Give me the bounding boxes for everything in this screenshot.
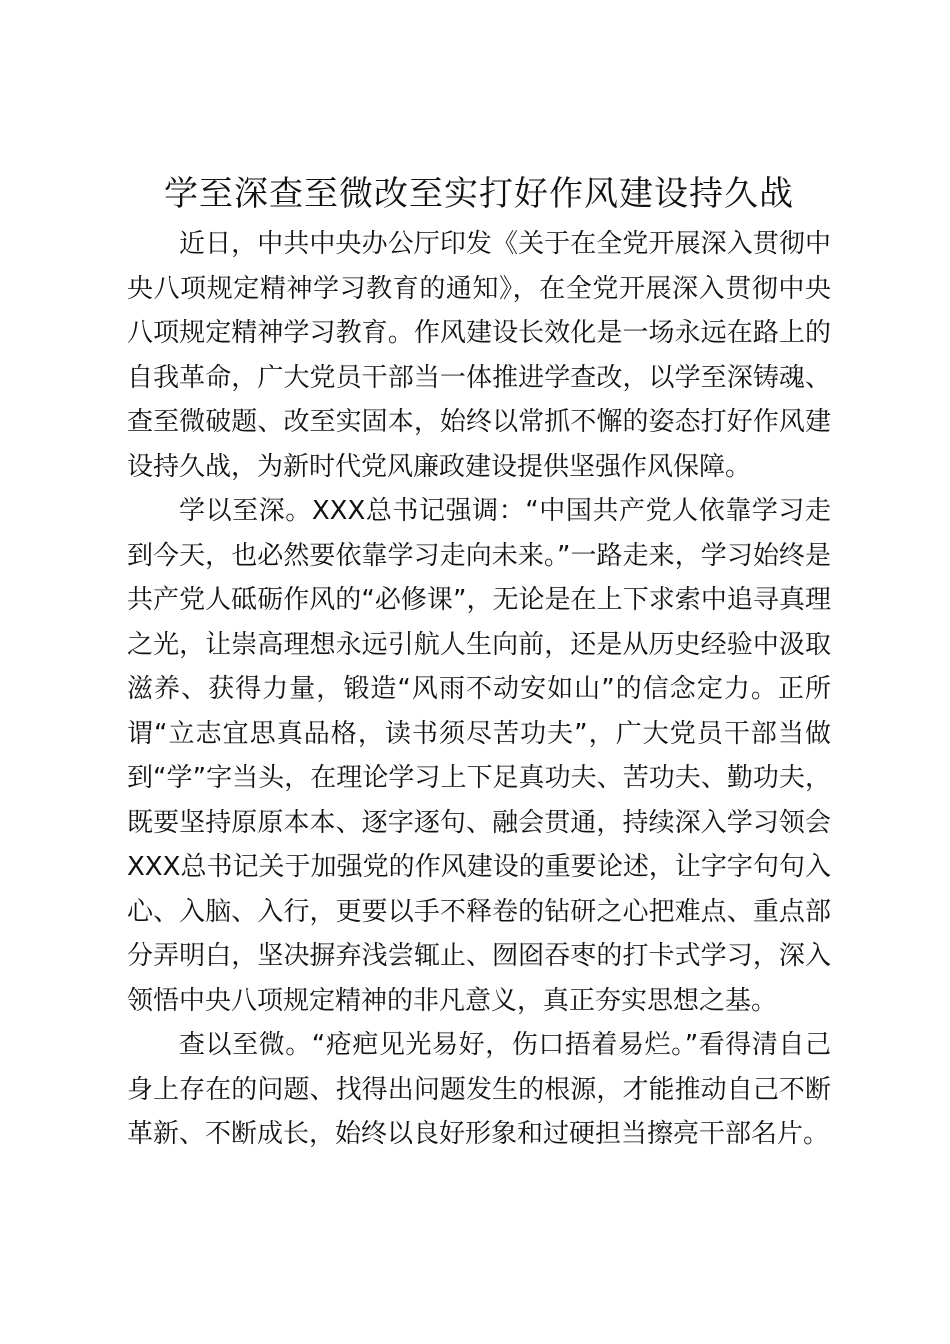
paragraph-study: 学以至深。XXX总书记强调：“中国共产党人依靠学习走到今天，也必然要依靠学习走向未来。”一路走来，学习始终是共产党人砥砺作风的“必修课”，无论是在上下求索中追寻真理之光，让崇高理想永远引航人生向前，还是从历史经验中汲取滋养、获得力量，锻造“风雨不动安如山”的信念定力。正所谓“立志宜思真品格，读书须尽苦功夫”，广大党员干部当做到“学”字当头，在理论学习上下足真功夫、苦功夫、勤功夫，既要坚持原原本本、逐字逐句、融会贯通，持续深入学习领会XXX总书记关于加强党的作风建设的重要论述，让字字句句入心、入脑、入行，更要以手不释卷的钻研之心把难点、重点部分弄明白，坚决摒弃浅尝辄止、囫囵吞枣的打卡式学习，深入领悟中央八项规定精神的非凡意义，真正夯实思想之基。 — [127, 496, 831, 1016]
paragraph-intro: 近日，中共中央办公厅印发《关于在全党开展深入贯彻中央八项规定精神学习教育的通知》，在全党开展深入贯彻中央八项规定精神学习教育。作风建设长效化是一场永远在路上的自我革命，广大党员干部当一体推进学查改，以学至深铸魂、查至微破题、改至实固本，始终以常抓不懈的姿态打好作风建设持久战，为新时代党风廉政建设提供坚强作风保障。 — [127, 229, 831, 482]
document-title: 学至深查至微改至实打好作风建设持久战 — [164, 174, 794, 214]
document-page — [127, 166, 831, 1157]
paragraph-inspect: 查以至微。“疮疤见光易好，伤口捂着易烂。”看得清自己身上存在的问题、找得出问题发生的根源，才能推动自己不断革新、不断成长，始终以良好形象和过硬担当擦亮干部名片。 — [127, 1030, 831, 1149]
